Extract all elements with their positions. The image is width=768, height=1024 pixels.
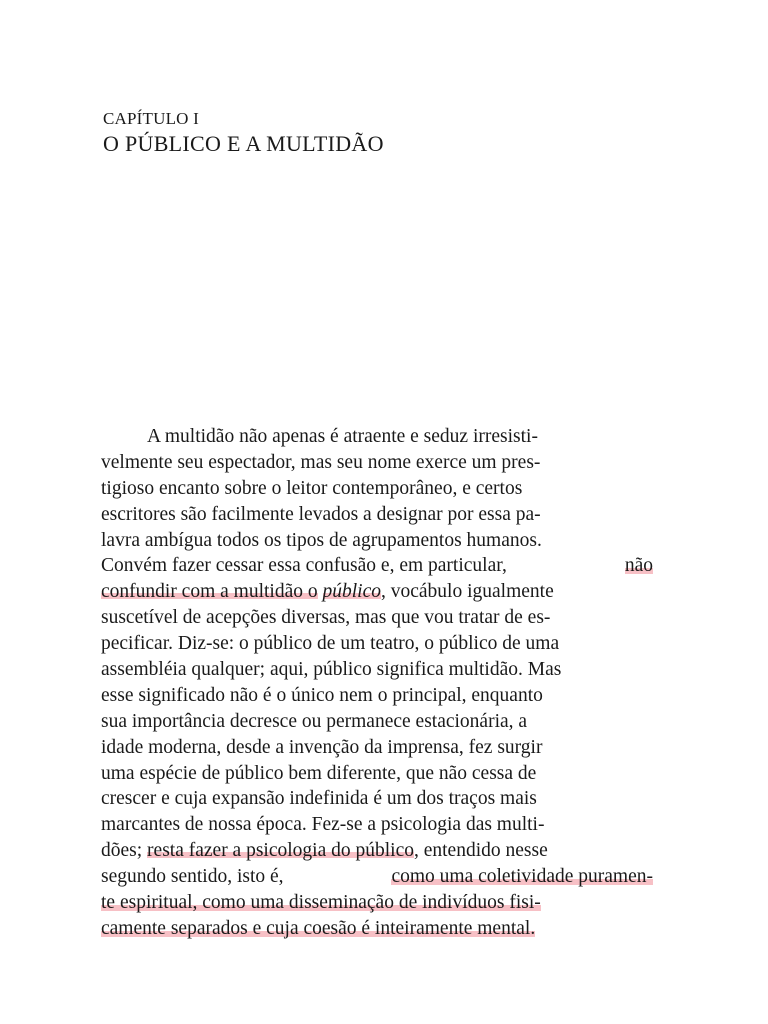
text-segment: , vocábulo igualmente (381, 581, 554, 603)
text-segment: dões; (101, 840, 143, 862)
chapter-label: CAPÍTULO I (103, 109, 199, 128)
highlighted-text: te espiritual, como uma disseminação de indivíduos fisi- (101, 892, 541, 914)
text-line (101, 763, 653, 789)
text-line (101, 633, 653, 659)
text-line (101, 918, 653, 944)
highlighted-text: camente separados e cuja coesão é inteiramente mental. (101, 917, 536, 939)
text-segment-group (101, 581, 554, 603)
text-line (101, 555, 653, 581)
highlighted-italic-text: público (322, 581, 381, 603)
text-segment: , entendido nesse (413, 840, 548, 862)
text-segment: tigioso encanto sobre o leitor contemporâneo, e certos (101, 477, 523, 499)
chapter-title: O PÚBLICO E A MULTIDÃO (103, 131, 384, 156)
text-segment: lavra ambígua todos os tipos de agrupamentos humanos. (101, 529, 542, 551)
text-line (101, 840, 653, 866)
text-line (101, 452, 653, 478)
text-line (101, 788, 653, 814)
text-segment: marcantes de nossa época. Fez-se a psicologia das multi- (101, 814, 545, 836)
text-line (101, 711, 653, 737)
text-line (101, 607, 653, 633)
text-line (101, 478, 653, 504)
text-line (101, 814, 653, 840)
text-line (101, 737, 653, 763)
text-segment: A multidão não apenas é atraente e seduz irresisti- (147, 426, 538, 447)
text-line (101, 892, 653, 918)
text-segment-group (101, 840, 548, 862)
text-segment: sua importância decresce ou permanece estacionária, a (101, 710, 528, 732)
text-segment: velmente seu espectador, mas seu nome exerce um pres- (101, 451, 541, 473)
text-segment: esse significado não é o único nem o principal, enquanto (101, 684, 543, 706)
highlighted-text: confundir com a multidão o (101, 581, 318, 603)
text-line (101, 504, 653, 530)
text-line (101, 581, 653, 607)
body-paragraph (101, 426, 653, 944)
text-segment: idade moderna, desde a invenção da imprensa, fez surgir (101, 736, 543, 758)
text-line (101, 685, 653, 711)
text-line (101, 866, 653, 892)
text-segment: escritores são facilmente levados a designar por essa pa- (101, 503, 541, 525)
highlighted-text: resta fazer a psicologia do público (147, 840, 414, 862)
text-line (101, 426, 653, 452)
text-segment: assembléia qualquer; aqui, público significa multidão. Mas (101, 659, 562, 681)
text-segment: Convém fazer cessar essa confusão e, em particular, (101, 555, 507, 577)
text-line (101, 659, 653, 685)
text-segment: uma espécie de público bem diferente, que não cessa de (101, 762, 537, 784)
text-line (101, 530, 653, 556)
text-segment: crescer e cuja expansão indefinida é um dos traços mais (101, 788, 537, 810)
text-segment: segundo sentido, isto é, (101, 866, 284, 888)
highlighted-text: não (624, 555, 653, 577)
text-segment: pecificar. Diz-se: o público de um teatro, o público de uma (101, 633, 560, 655)
text-segment: suscetível de acepções diversas, mas que vou tratar de es- (101, 607, 551, 629)
chapter-header (103, 108, 384, 158)
highlighted-text: como uma coletividade puramen- (391, 866, 653, 888)
